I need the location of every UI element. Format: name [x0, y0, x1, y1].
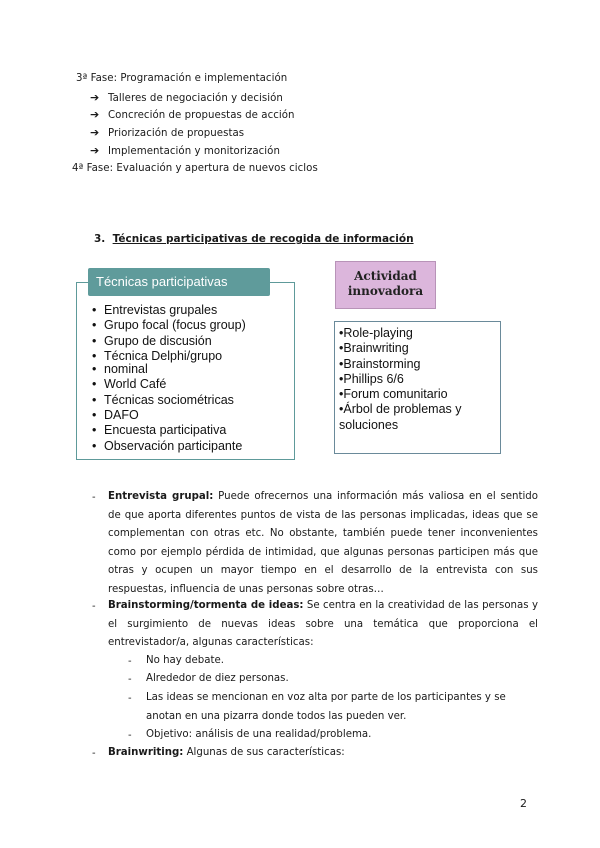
technique-item: • World Café: [92, 377, 246, 392]
technique-item: • DAFO: [92, 408, 246, 423]
bullet-dash: -: [92, 748, 96, 759]
sub-dash: -: [128, 730, 132, 741]
brainstorming-item: Las ideas se mencionan en voz alta por parte de los participantes y se anotan en una pizarra donde todos las pueden ver.: [146, 692, 506, 722]
activity-item: •Árbol de problemas y: [339, 402, 462, 417]
entrevista-paragraph: Entrevista grupal: Puede ofrecernos una información más valiosa en el sentido de que aporta diferentes puntos de vista de las personas implicadas, ideas que se complementan con otras etc. No obstante, también puede tener inconvenientes como por ejemplo pérdida de intimidad, que algunas personas participen más que otras y ocupen un mayor tiempo en el desarrollo de la entrevista con sus respuestas, influencia de unas personas sobre otras…: [108, 491, 539, 595]
technique-item-cont: • nominal: [92, 362, 246, 377]
entrevista-label: Entrevista grupal:: [108, 491, 214, 502]
page-number: 2: [520, 797, 527, 810]
technique-item: • Técnicas sociométricas: [92, 393, 246, 408]
activity-item: •Role-playing: [339, 326, 413, 340]
phase3-item: ➔ Concreción de propuestas de acción: [90, 108, 295, 121]
arrow-icon: ➔: [90, 144, 100, 157]
technique-item: • Encuesta participativa: [92, 423, 246, 438]
technique-item: • Grupo de discusión: [92, 334, 246, 349]
phase3-item: ➔ Priorización de propuestas: [90, 126, 245, 139]
bullet-dash: -: [92, 492, 96, 503]
activity-item-cont: soluciones: [339, 417, 399, 432]
innovative-activity-list: [339, 326, 462, 433]
arrow-icon: ➔: [90, 91, 100, 104]
brainstorming-item: Objetivo: análisis de una realidad/problema.: [146, 729, 372, 740]
sub-dash: -: [128, 674, 132, 685]
brainstorming-item: No hay debate.: [146, 655, 225, 666]
innovative-activity-title: Actividad innovadora: [335, 261, 436, 309]
arrow-icon: ➔: [90, 126, 100, 139]
sub-dash: -: [128, 693, 132, 704]
activity-item: •Brainstorming: [339, 356, 421, 371]
phase3-item: ➔ Implementación y monitorización: [90, 144, 280, 157]
technique-item: • Observación participante: [92, 439, 246, 454]
section-heading: [94, 233, 414, 245]
phase4-heading: 4ª Fase: Evaluación y apertura de nuevos ciclos: [72, 163, 318, 174]
brainstorming-item: Alrededor de diez personas.: [146, 673, 289, 684]
techniques-list: [92, 303, 246, 454]
sub-dash: -: [128, 656, 132, 667]
arrow-icon: ➔: [90, 108, 100, 121]
activity-item: •Forum comunitario: [339, 387, 448, 402]
techniques-title: Técnicas participativas: [88, 268, 270, 296]
bullet-dash: -: [92, 601, 96, 612]
brainstorming-paragraph: Brainstorming/tormenta de ideas: Se centra en la creatividad de las personas y el surgimiento de nuevas ideas sobre una temática que proporciona el entrevistador/a, algunas características:: [108, 600, 539, 648]
section-number: 3.: [94, 233, 106, 245]
technique-item: • Entrevistas grupales: [92, 303, 246, 318]
phase3-item: ➔ Talleres de negociación y decisión: [90, 91, 283, 104]
activity-item: •Brainwriting: [339, 341, 409, 356]
activity-item: •Phillips 6/6: [339, 371, 404, 386]
phase3-heading: 3ª Fase: Programación e implementación: [76, 73, 288, 84]
section-title: Técnicas participativas de recogida de información: [112, 233, 414, 245]
brainstorming-label: Brainstorming/tormenta de ideas:: [108, 600, 304, 611]
brainwriting-label: Brainwriting:: [108, 747, 184, 758]
technique-item: • Técnica Delphi/grupo: [92, 349, 246, 364]
technique-item: • Grupo focal (focus group): [92, 318, 246, 333]
brainwriting-paragraph: Brainwriting: Algunas de sus características:: [108, 747, 345, 758]
